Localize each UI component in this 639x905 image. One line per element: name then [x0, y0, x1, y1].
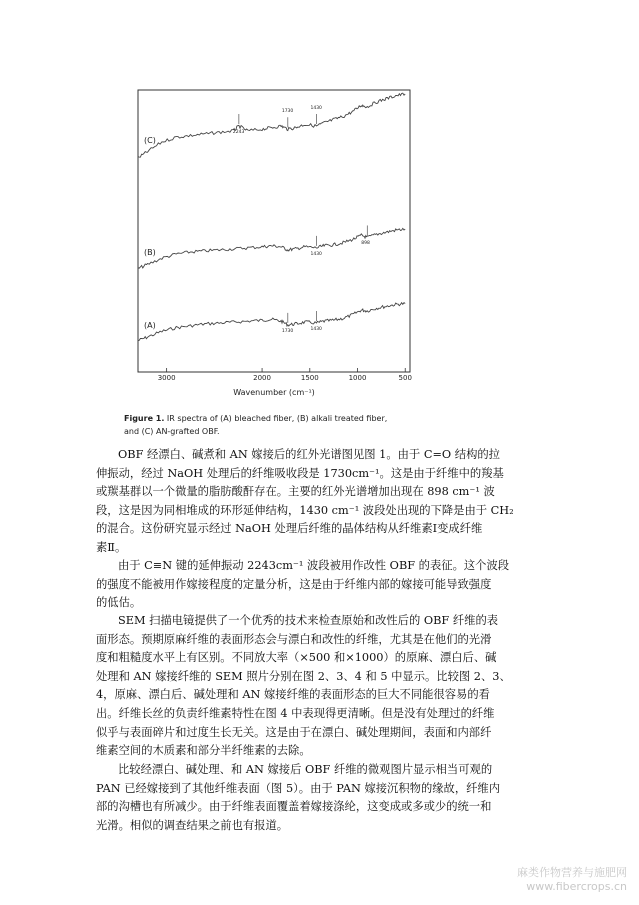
ir-spectra-chart: [128, 82, 418, 412]
paragraph-cn-stretch: [96, 557, 536, 613]
text-line: 比较经漂白、碱处理、和 AN 嫁接后 OBF 纤维的微观图片显示相当可观的: [118, 763, 493, 776]
paragraph-sem: [96, 612, 536, 761]
caption-label: Figure 1.: [124, 414, 165, 423]
text-line: 4，原麻、漂白后、碱处理和 AN 嫁接纤维的表面形态的巨大不同能很容易的看: [96, 688, 490, 702]
peak-label: 1430: [310, 106, 322, 111]
x-tick-label: 500: [398, 374, 412, 382]
plot-frame: [138, 90, 410, 372]
caption-text-line2: and (C) AN-grafted OBF.: [124, 427, 220, 436]
text-line: PAN 已经嫁接到了其他纤维表面（图 5）。由于 PAN 嫁接沉积物的缘故，纤维内: [96, 781, 501, 795]
x-tick-label: 2000: [253, 374, 271, 382]
site-watermark: [517, 866, 627, 894]
text-line: 处理和 AN 嫁接纤维的 SEM 照片分别在图 2、3、4 和 5 中显示。比较图 2、3、: [96, 669, 511, 683]
x-axis-label: Wavenumber (cm⁻¹): [233, 388, 315, 397]
peak-label: 1430: [310, 251, 322, 257]
spectrum-line: [138, 93, 405, 157]
peak-label: 1730: [281, 109, 294, 115]
watermark-title: 麻类作物营养与施肥网: [517, 866, 627, 879]
text-line: 素Ⅱ。: [96, 540, 127, 554]
text-line: 似乎与表面碎片和过度生长无关。这是由于在漂白、碱处理期间，表面和内部纤: [96, 725, 492, 739]
text-line: 维素空间的木质素和部分半纤维素的去除。: [96, 744, 311, 758]
caption-text: IR spectra of (A) bleached fiber, (B) alkali treated fiber,: [164, 414, 388, 423]
text-line: OBF 经漂白、碱煮和 AN 嫁接后的红外光谱图见图 1。由于 C=O 结构的拉: [118, 448, 500, 461]
text-line: 的强度不能被用作嫁接程度的定量分析，这是由于纤维内部的嫁接可能导致强度: [96, 577, 492, 591]
text-line: 出。纤维长丝的负责纤维素特性在图 4 中表现得更清晰。但是没有处理过的纤维: [96, 706, 495, 720]
spectrum-line: [138, 228, 405, 268]
text-line: 光滑。相似的调查结果之前也有报道。: [96, 818, 289, 832]
peak-label: 1730: [281, 328, 294, 334]
text-line: 伸振动，经过 NaOH 处理后的纤维吸收段是 1730cm⁻¹。这是由于纤维中的羧基: [96, 466, 504, 480]
paragraph-ir-analysis: [96, 446, 536, 558]
ir-spectra-figure: [128, 82, 418, 412]
series-label: (A): [144, 320, 156, 330]
peak-label: 2243: [232, 130, 245, 135]
series-label: (C): [144, 135, 156, 145]
text-line: 的混合。这份研究显示经过 NaOH 处理后纤维的晶体结构从纤维素Ⅰ变成纤维: [96, 522, 483, 536]
peak-label: 1430: [310, 327, 322, 333]
spectrum-line: [138, 303, 405, 341]
paragraph-pan-grafting: [96, 761, 536, 835]
text-line: 或羰基群以一个微量的脂肪酸酐存在。主要的红外光谱增加出现在 898 cm⁻¹ 波: [96, 485, 495, 499]
figure-caption: [124, 412, 424, 438]
text-line: 的低估。: [96, 596, 142, 610]
text-line: 由于 C≡N 键的延伸振动 2243cm⁻¹ 波段被用作改性 OBF 的表征。这个波段: [118, 559, 510, 572]
text-line: 段，这是因为同相堆成的环形延伸结构，1430 cm⁻¹ 波段处出现的下降是由于 CH₂: [96, 503, 514, 517]
x-tick-label: 1000: [348, 374, 367, 382]
watermark-url: www.fibercrops.cn: [526, 880, 627, 893]
text-line: 度和粗糙度水平上有区别。不同放大率（×500 和×1000）的原麻、漂白后、碱: [96, 651, 497, 665]
text-line: SEM 扫描电镜提供了一个优秀的技术来检查原始和改性后的 OBF 纤维的表: [118, 614, 499, 627]
series-label: (B): [144, 248, 156, 258]
peak-label: 898: [361, 241, 370, 247]
text-line: 部的沟槽也有所减少。由于纤维表面覆盖着嫁接涤纶，这变成或多或少的统一和: [96, 800, 492, 814]
text-line: 面形态。预期原麻纤维的表面形态会与漂白和改性的纤维，尤其是在他们的光滑: [96, 632, 492, 646]
x-tick-label: 3000: [157, 374, 176, 382]
x-tick-label: 1500: [300, 374, 319, 382]
